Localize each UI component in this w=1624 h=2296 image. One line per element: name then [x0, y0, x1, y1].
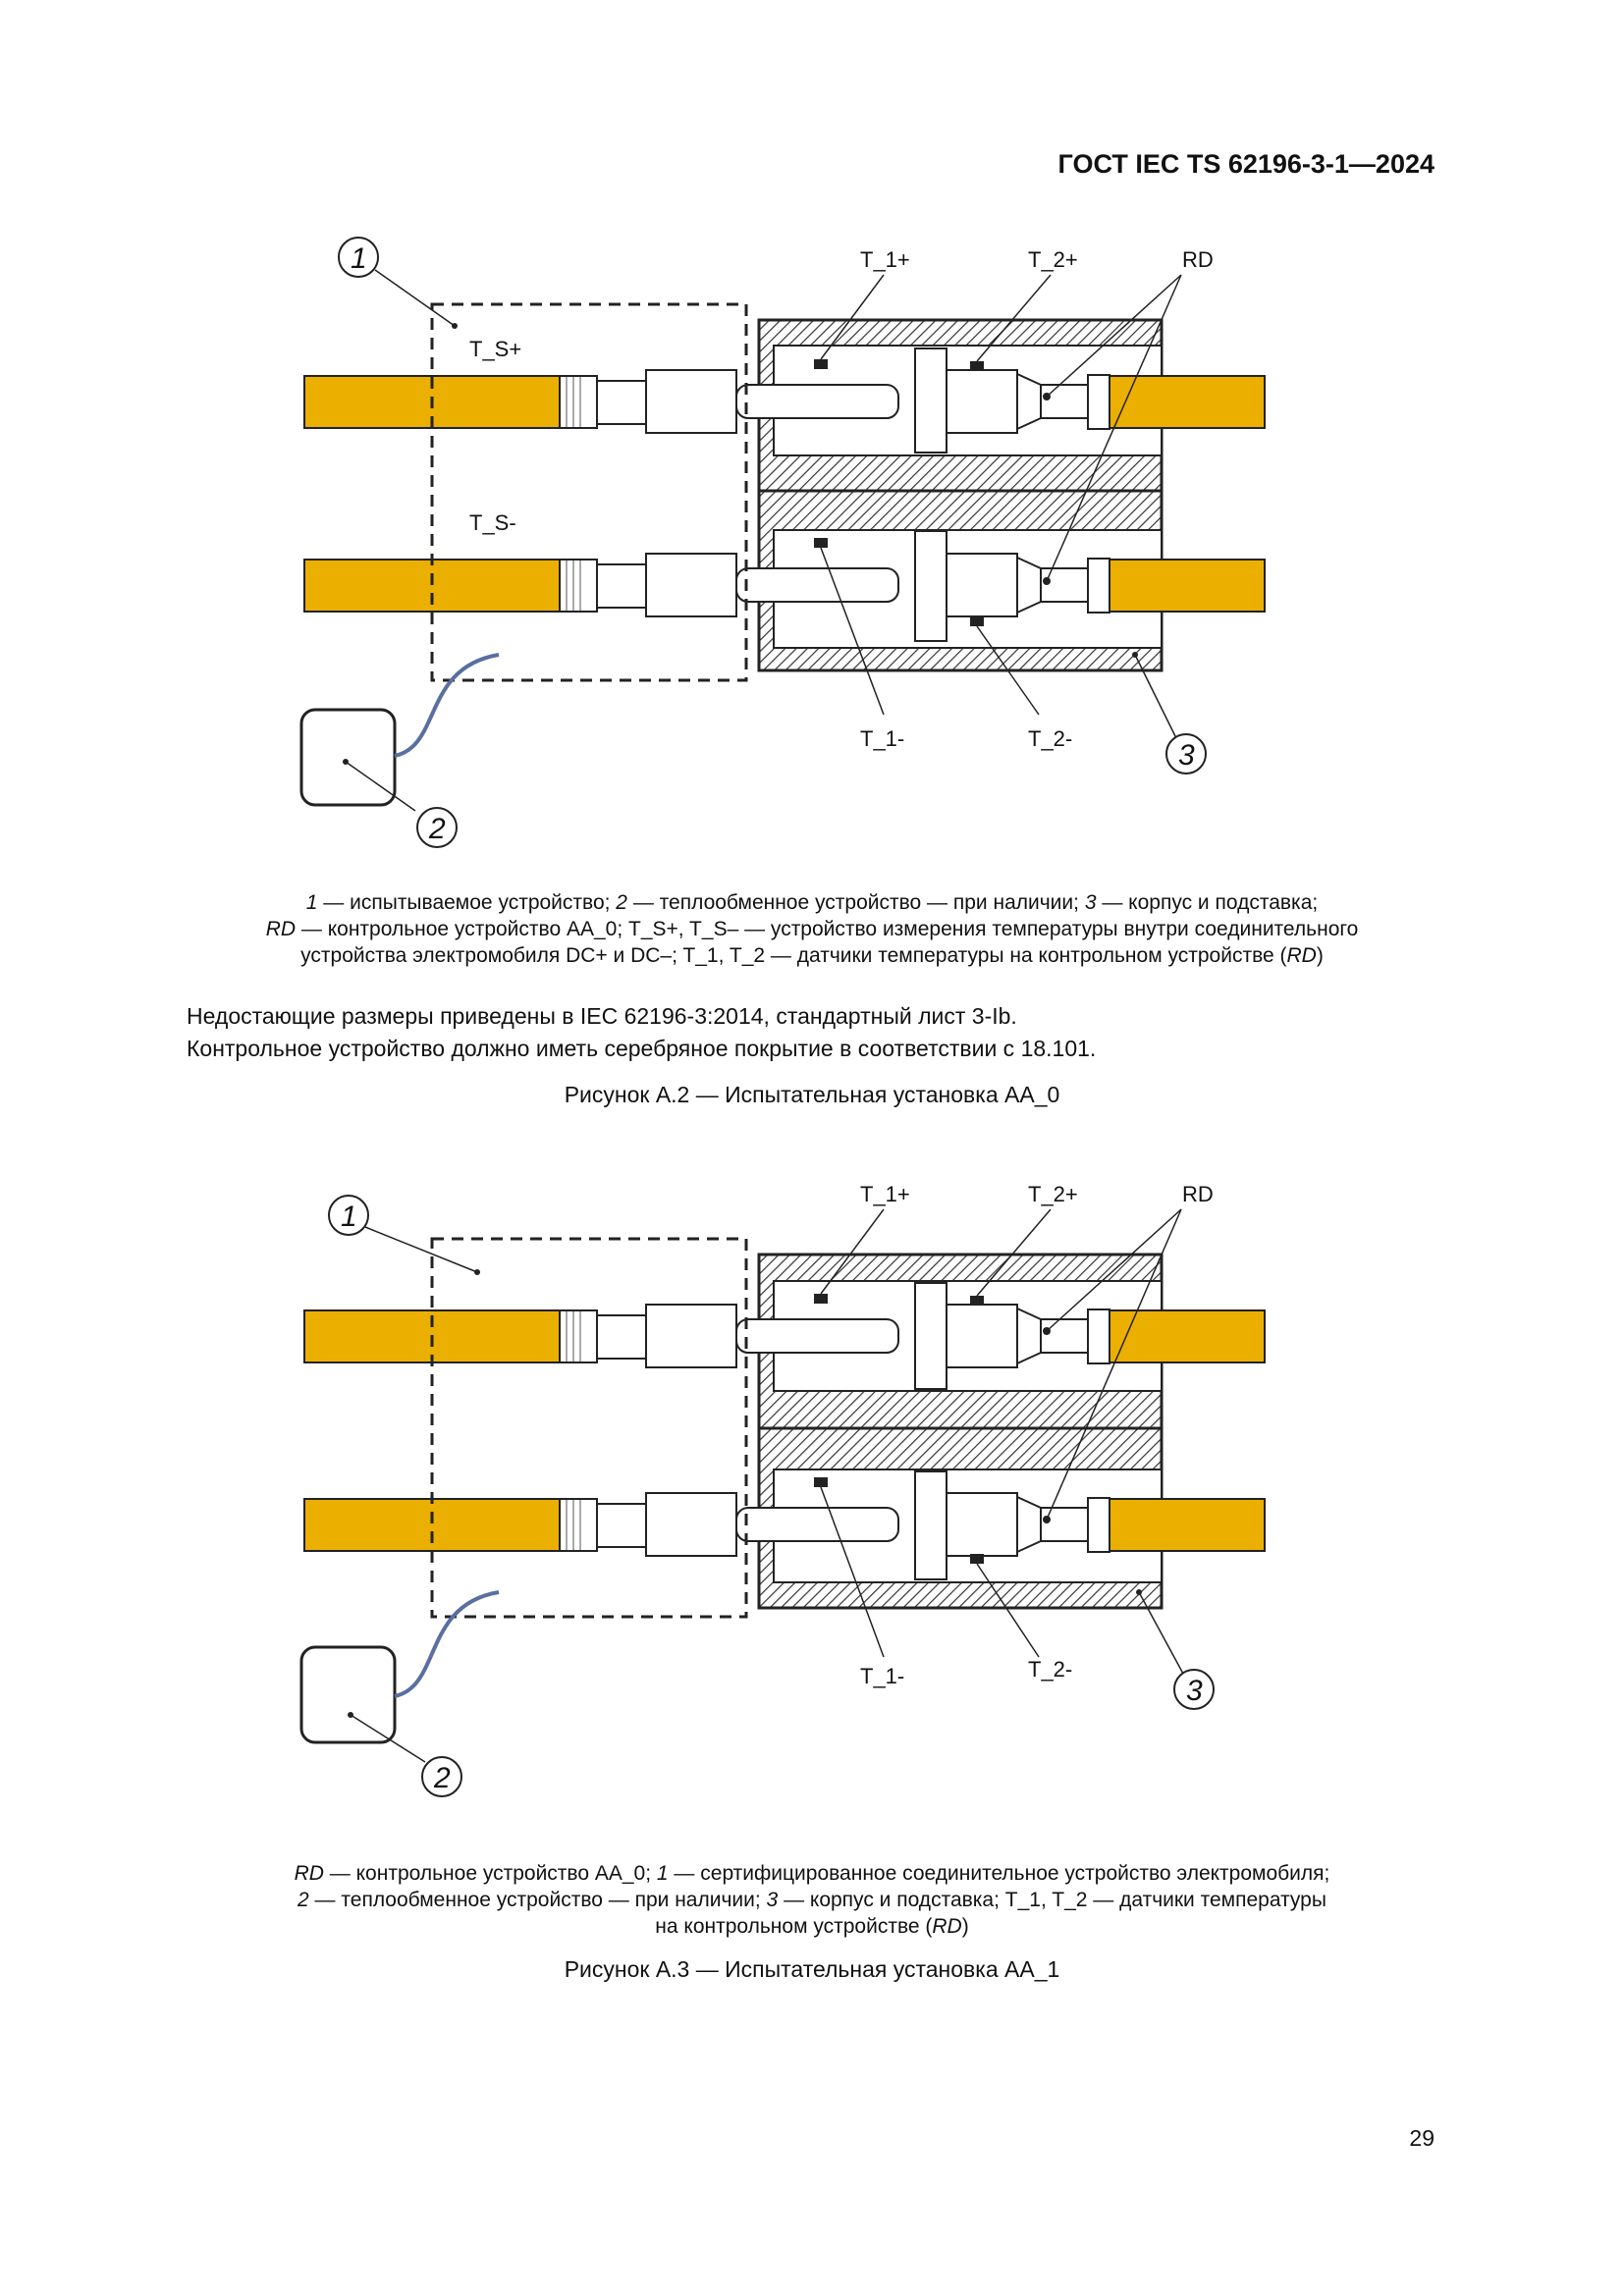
label-ts-minus: T_S- — [469, 510, 516, 535]
callout-2: 2 — [429, 813, 446, 845]
label-t1-plus-fig2: T_1+ — [860, 1182, 910, 1206]
callout-1: 1 — [351, 242, 367, 275]
figure-a3-caption: Рисунок А.3 — Испытательная установка АА_1 — [564, 1956, 1060, 1982]
figure-a2-caption: Рисунок А.2 — Испытательная установка АА_0 — [564, 1082, 1060, 1107]
label-t2-plus-fig2: T_2+ — [1028, 1182, 1078, 1206]
label-ts-plus: T_S+ — [469, 337, 522, 361]
label-t2-minus-fig2: T_2- — [1028, 1657, 1073, 1682]
document-code: ГОСТ IEC TS 62196-3-1—2024 — [1057, 149, 1435, 179]
note-silver-plating: Контрольное устройство должно иметь серебряное покрытие в соответствии с 18.101. — [187, 1036, 1097, 1061]
callout-3-fig2: 3 — [1186, 1675, 1203, 1707]
label-t2-minus: T_2- — [1028, 726, 1073, 751]
label-t1-minus-fig2: T_1- — [860, 1664, 905, 1688]
figure-a2-notes — [187, 1000, 1096, 1065]
page-number: 29 — [1409, 2125, 1435, 2151]
label-t1-plus: T_1+ — [860, 247, 910, 272]
certified-device-boundary — [432, 1239, 746, 1617]
label-rd-fig2: RD — [1182, 1182, 1214, 1206]
label-rd: RD — [1182, 247, 1214, 272]
heat-exchanger-box — [301, 710, 395, 805]
heat-exchanger-hose — [395, 655, 499, 756]
figure-a3 — [0, 1158, 1624, 1904]
figure-a2-legend: 1 — испытываемое устройство; 2 — теплообменное устройство — при наличии; 3 — корпус и подставка; RD — контрольное устройство АА_0; T_S+, T_S– — устройство измерения температуры внутри соединительного устройства электромобиля DC+ и DC–; T_1, T_2 — датчики температуры на контрольном устройстве (RD) — [265, 891, 1359, 967]
callout-2-fig2: 2 — [434, 1762, 451, 1794]
callout-3: 3 — [1178, 739, 1195, 772]
figure-a3-diagram — [0, 1158, 1624, 1904]
figure-a2 — [0, 0, 1624, 883]
label-t1-minus: T_1- — [860, 726, 905, 751]
figure-a3-legend: RD — контрольное устройство АА_0; 1 — сертифицированное соединительное устройство электромобиля; 2 — теплообменное устройство — при наличии; 3 — корпус и подставка; T_1, T_2 — датчики температуры на контрольном устройстве (RD) — [294, 1862, 1330, 1938]
label-t2-plus: T_2+ — [1028, 247, 1078, 272]
heat-exchanger-box-2 — [301, 1647, 395, 1742]
callout-1-fig2: 1 — [341, 1201, 357, 1233]
heat-exchanger-hose-2 — [395, 1592, 499, 1696]
figure-a2-diagram — [0, 0, 1624, 883]
note-dimensions: Недостающие размеры приведены в IEC 62196-3:2014, стандартный лист 3-Ib. — [187, 1003, 1017, 1029]
cable-rd-lower — [1110, 560, 1265, 612]
